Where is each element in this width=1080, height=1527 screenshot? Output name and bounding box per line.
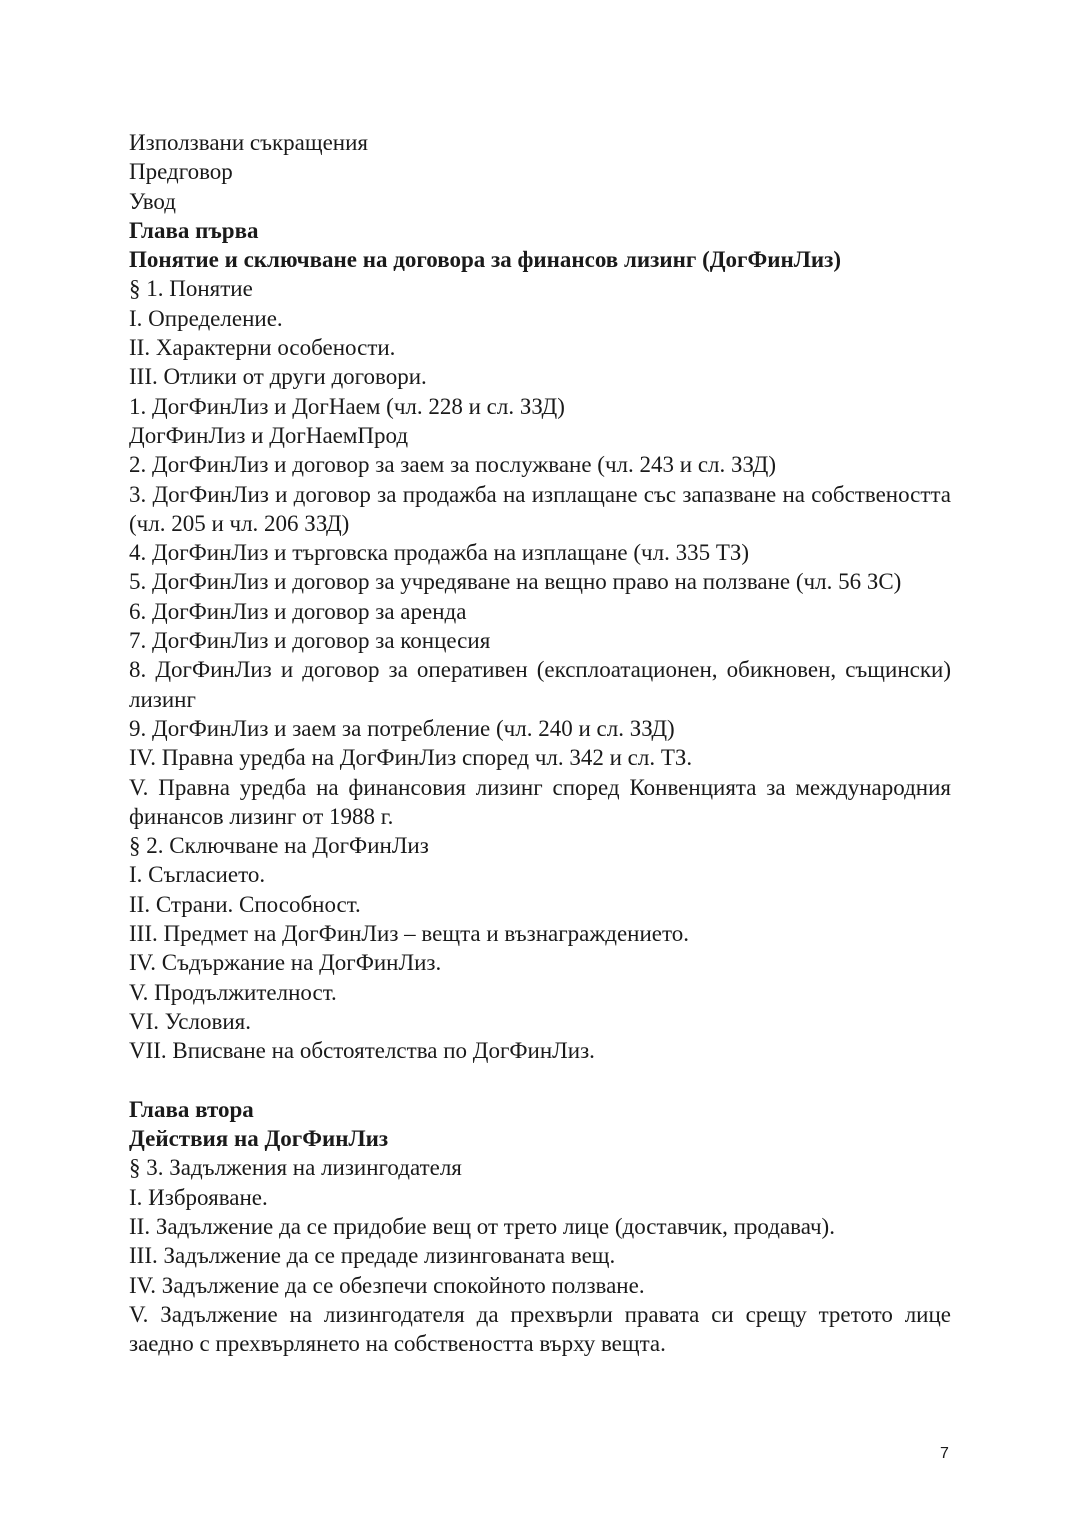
- toc-paragraph: V. Правна уредба на финансовия лизинг според Конвенцията за международния финансов лизинг от 1988 г.: [129, 774, 951, 829]
- toc-line: V. Продължителност.: [129, 979, 337, 1005]
- toc-line: IV. Съдържание на ДогФинЛиз.: [129, 950, 442, 976]
- toc-line: § 3. Задължения на лизингодателя: [129, 1155, 462, 1181]
- toc-line: I. Съгласието.: [129, 862, 266, 888]
- toc-line: IV. Правна уредба на ДогФинЛиз според чл. 342 и сл. ТЗ.: [129, 745, 693, 771]
- toc-line: II. Характерни особености.: [129, 335, 396, 361]
- document-page: [129, 128, 951, 1358]
- toc-line: III. Задължение да се предаде лизингованата вещ.: [129, 1243, 616, 1269]
- page-number: 7: [940, 1445, 949, 1462]
- toc-paragraph: V. Задължение на лизингодателя да прехвърли правата си срещу третото лице заедно с прехвърлянето на собствеността върху вещта.: [129, 1301, 951, 1357]
- toc-line: II. Страни. Способност.: [129, 891, 361, 917]
- toc-line: 7. ДогФинЛиз и договор за концесия: [129, 628, 491, 654]
- toc-paragraph: 8. ДогФинЛиз и договор за оперативен (експлоатационен, обикновен, същински) лизинг: [129, 657, 951, 712]
- toc-line: III. Отлики от други договори.: [129, 364, 427, 390]
- chapter-title: Глава втора: [129, 1096, 254, 1122]
- toc-line: § 2. Сключване на ДогФинЛиз: [129, 833, 429, 859]
- toc-line: VII. Вписване на обстоятелства по ДогФинЛиз.: [129, 1038, 595, 1064]
- toc-line: 6. ДогФинЛиз и договор за аренда: [129, 598, 467, 624]
- toc-line: 2. ДогФинЛиз и договор за заем за послужване (чл. 243 и сл. ЗЗД): [129, 452, 776, 478]
- chapter-subtitle: Понятие и сключване на договора за финансов лизинг (ДогФинЛиз): [129, 247, 842, 273]
- chapter-title: Глава първа: [129, 217, 259, 243]
- blank-line: [129, 1066, 951, 1095]
- toc-line: 9. ДогФинЛиз и заем за потребление (чл. 240 и сл. ЗЗД): [129, 715, 675, 741]
- toc-line: IV. Задължение да се обезпечи спокойното ползване.: [129, 1272, 645, 1298]
- toc-line: 4. ДогФинЛиз и търговска продажба на изплащане (чл. 335 ТЗ): [129, 540, 750, 566]
- chapter-subtitle: Действия на ДогФинЛиз: [129, 1126, 389, 1152]
- toc-line: Предговор: [129, 159, 233, 185]
- toc-line: II. Задължение да се придобие вещ от трето лице (доставчик, продавач).: [129, 1213, 835, 1239]
- toc-line: § 1. Понятие: [129, 276, 253, 302]
- toc-paragraph: 3. ДогФинЛиз и договор за продажба на изплащане със запазване на собствеността (чл. 205 и чл. 206 ЗЗД): [129, 481, 951, 536]
- toc-line: Използвани съкращения: [129, 130, 368, 155]
- toc-paragraph: 5. ДогФинЛиз и договор за учредяване на вещно право на ползване (чл. 56 ЗС): [129, 569, 902, 595]
- toc-line: VI. Условия.: [129, 1008, 251, 1034]
- toc-line: III. Предмет на ДогФинЛиз – вещта и възнаграждението.: [129, 921, 689, 947]
- toc-line: ДогФинЛиз и ДогНаемПрод: [129, 422, 409, 448]
- toc-line: I. Определение.: [129, 305, 283, 331]
- toc-line: Увод: [129, 188, 176, 214]
- toc-line: I. Изброяване.: [129, 1184, 268, 1210]
- toc-line: 1. ДогФинЛиз и ДогНаем (чл. 228 и сл. ЗЗД): [129, 393, 565, 419]
